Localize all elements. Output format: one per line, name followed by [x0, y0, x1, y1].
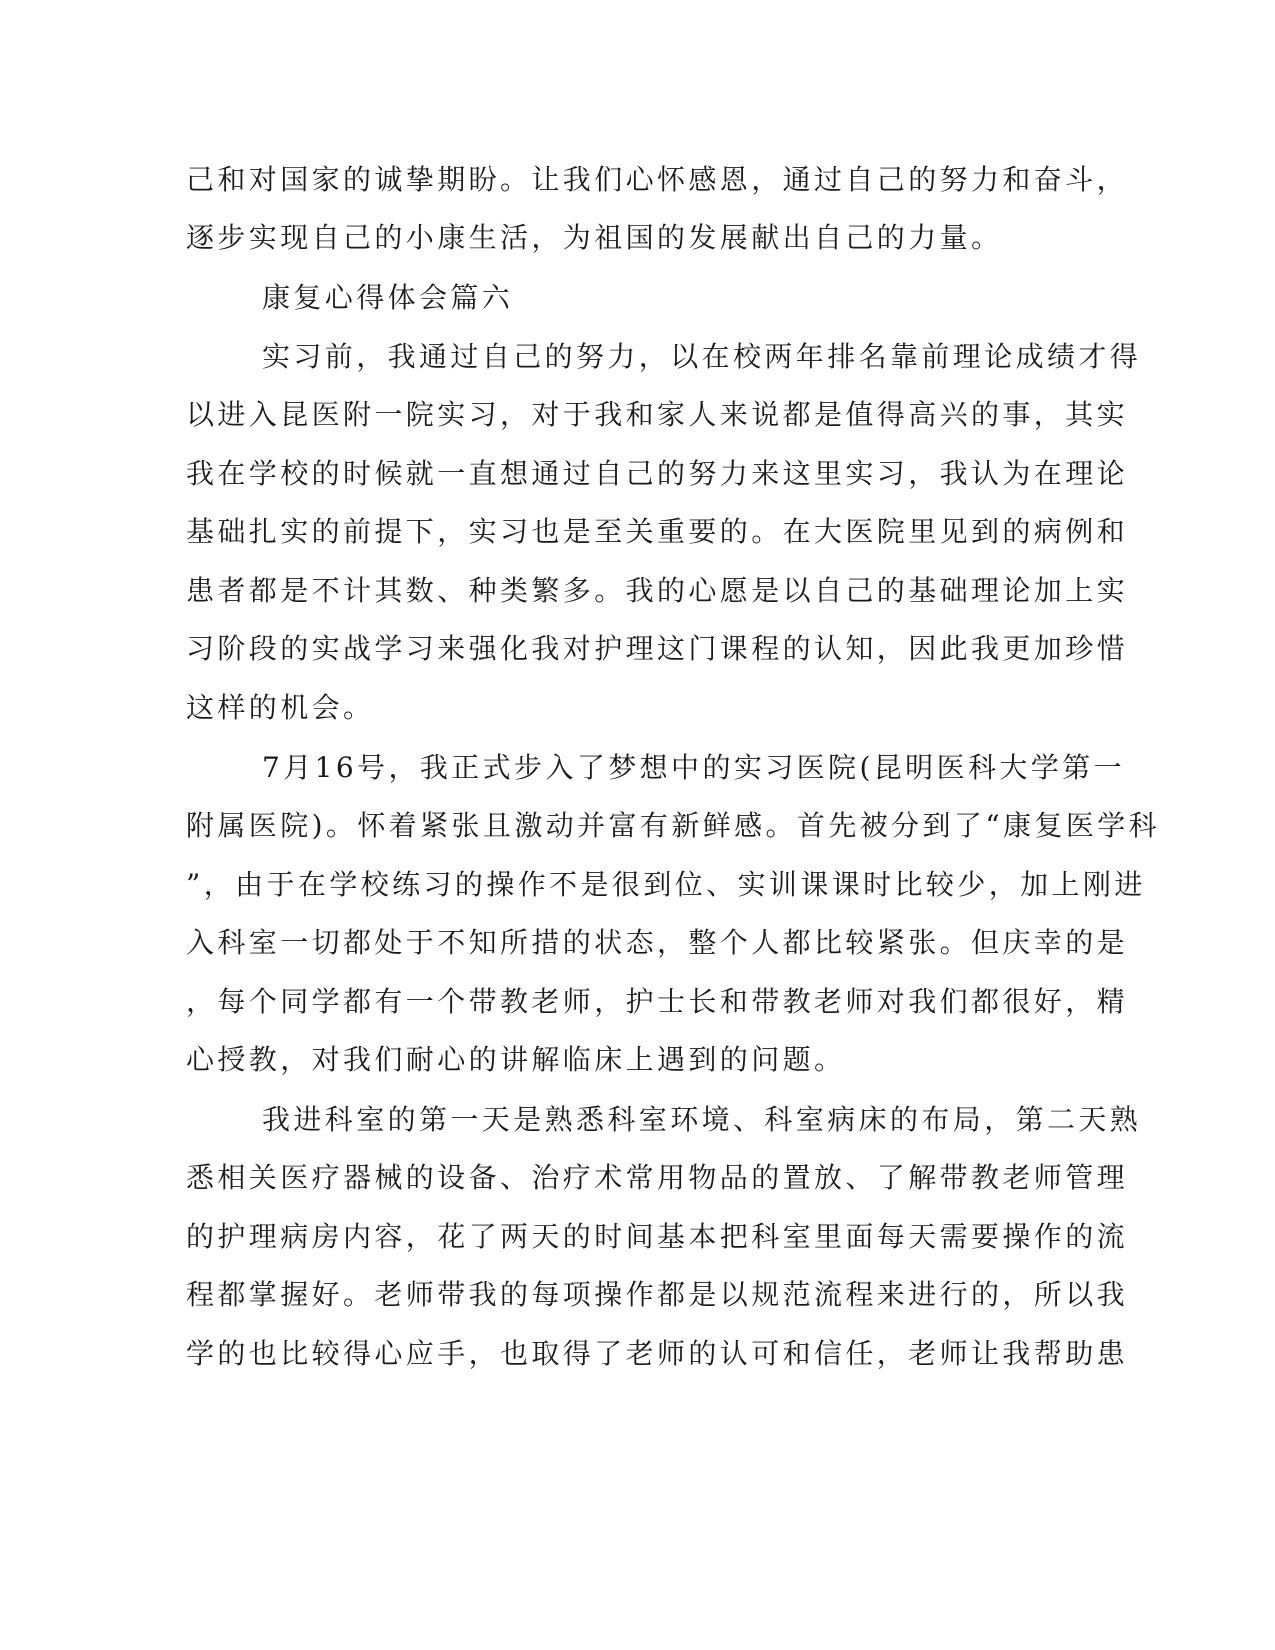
text-line: 学的也比较得心应手，也取得了老师的认可和信任，老师让我帮助患 — [186, 1337, 1129, 1370]
section-heading: 康复心得体会篇六 — [262, 281, 514, 314]
text-line: 以进入昆医附一院实习，对于我和家人来说都是值得高兴的事，其实 — [186, 398, 1129, 431]
text-line: 实习前，我通过自己的努力，以在校两年排名靠前理论成绩才得 — [262, 340, 1142, 373]
text-line: 程都掌握好。老师带我的每项操作都是以规范流程来进行的，所以我 — [186, 1278, 1129, 1311]
text-line: 我进科室的第一天是熟悉科室环境、科室病床的布局，第二天熟 — [262, 1103, 1142, 1136]
text-line: 入科室一切都处于不知所措的状态，整个人都比较紧张。但庆幸的是 — [186, 926, 1129, 959]
text-line: 悉相关医疗器械的设备、治疗术常用物品的置放、了解带教老师管理 — [186, 1161, 1129, 1194]
text-line: 7月16号，我正式步入了梦想中的实习医院(昆明医科大学第一 — [262, 751, 1125, 784]
text-line: 附属医院)。怀着紧张且激动并富有新鲜感。首先被分到了“康复医学科 — [186, 809, 1161, 842]
text-line: 己和对国家的诚挚期盼。让我们心怀感恩，通过自己的努力和奋斗， — [186, 163, 1129, 196]
text-line: 逐步实现自己的小康生活，为祖国的发展献出自己的力量。 — [186, 221, 1003, 254]
text-line: 我在学校的时候就一直想通过自己的努力来这里实习，我认为在理论 — [186, 457, 1129, 490]
text-line: ，每个同学都有一个带教老师，护士长和带教老师对我们都很好，精 — [186, 985, 1129, 1018]
text-line: 的护理病房内容，花了两天的时间基本把科室里面每天需要操作的流 — [186, 1220, 1129, 1253]
text-line: 习阶段的实战学习来强化我对护理这门课程的认知，因此我更加珍惜 — [186, 632, 1129, 665]
text-line: 这样的机会。 — [186, 691, 375, 724]
text-line: 心授教，对我们耐心的讲解临床上遇到的问题。 — [186, 1043, 846, 1076]
text-line: ”，由于在学校练习的操作不是很到位、实训课课时比较少，加上刚进 — [186, 868, 1146, 901]
text-line: 患者都是不计其数、种类繁多。我的心愿是以自己的基础理论加上实 — [186, 574, 1129, 607]
text-line: 基础扎实的前提下，实习也是至关重要的。在大医院里见到的病例和 — [186, 515, 1129, 548]
